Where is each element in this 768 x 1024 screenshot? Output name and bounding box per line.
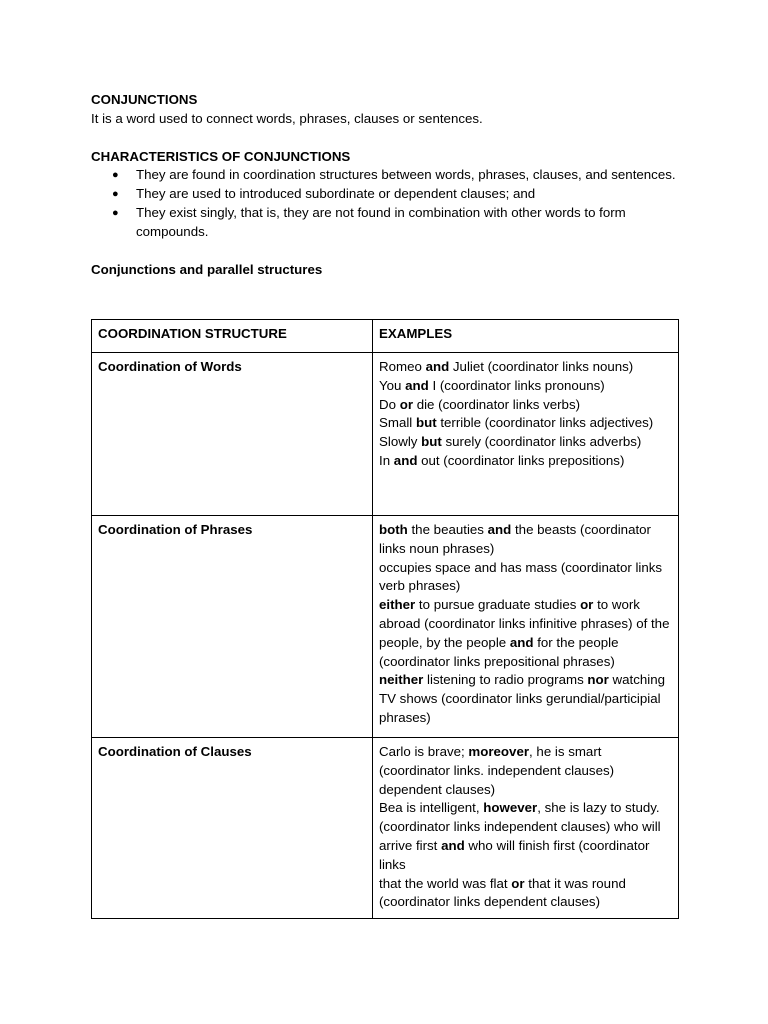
bullet-icon: ● [112, 206, 119, 219]
spacer [91, 129, 681, 148]
coordinator-word: and [487, 522, 512, 537]
coordinator-word: or [399, 396, 414, 412]
characteristics-heading: CHARACTERISTICS OF CONJUNCTIONS [91, 148, 351, 164]
example-text: out (coordinator links prepositions) [417, 452, 625, 468]
spacer [91, 242, 681, 261]
example-line [379, 799, 672, 874]
example-line [379, 452, 672, 471]
example-text: who will finish first (coordinator links [379, 837, 650, 872]
example-line [379, 414, 672, 433]
coordinator-word: either [379, 597, 416, 613]
example-text: Small [379, 415, 416, 431]
coordinator-word: however [483, 800, 538, 816]
examples-cell [373, 738, 679, 919]
example-line [379, 433, 672, 452]
example-text: Bea is intelligent, [379, 800, 484, 816]
list-item [91, 185, 681, 204]
example-text: , she is lazy to study. (coordinator links independent clauses) who will arrive first [379, 800, 661, 853]
example-text: I (coordinator links pronouns) [428, 377, 605, 393]
row-label: Coordination of Phrases [92, 516, 373, 738]
example-text: Juliet (coordinator links nouns) [449, 359, 634, 374]
page-title: CONJUNCTIONS [91, 92, 198, 107]
characteristics-list [91, 166, 681, 241]
coordinator-word: and [509, 634, 534, 650]
coordinator-word: but [421, 434, 442, 450]
table-row [92, 353, 679, 516]
example-text: In [379, 452, 394, 468]
examples-cell [373, 516, 679, 738]
definition-text: It is a word used to connect words, phrases, clauses or sentences. [91, 110, 483, 126]
example-line [379, 559, 672, 597]
example-text: Do [379, 396, 400, 412]
list-item-text: They are found in coordination structures between words, phrases, clauses, and sentences. [136, 167, 676, 183]
example-line [379, 743, 672, 799]
example-line [379, 396, 672, 415]
example-text: the beasts (coordinator links noun phrases) [379, 522, 651, 556]
bullet-icon: ● [112, 188, 119, 201]
example-text: You [379, 377, 406, 393]
example-text: terrible (coordinator links adjectives) [436, 415, 654, 431]
coordinator-word: and [393, 452, 418, 468]
example-line [379, 377, 672, 396]
coordination-table [91, 319, 679, 919]
parallel-structures-heading: Conjunctions and parallel structures [91, 261, 323, 277]
table-header-row [92, 320, 679, 353]
example-text: for the people (coordinator links prepositional phrases) [379, 634, 619, 669]
coordinator-word: both [379, 522, 408, 537]
example-text: the beauties [407, 522, 488, 537]
table-row [92, 516, 679, 738]
list-item-text: They are used to introduced subordinate or dependent clauses; and [136, 186, 536, 202]
coordinator-word: moreover [468, 744, 530, 759]
coordinator-word: nor [587, 672, 609, 688]
coordinator-word: and [405, 377, 429, 393]
list-item [91, 166, 681, 185]
example-text: listening to radio programs [423, 672, 588, 688]
example-text: Carlo is brave; [379, 744, 469, 759]
list-item [91, 204, 681, 242]
example-text: to pursue graduate studies [415, 597, 581, 613]
example-text: , he is smart (coordinator links. independent clauses) dependent clauses) [379, 744, 615, 797]
example-text: surely (coordinator links adverbs) [441, 434, 642, 450]
example-line [379, 875, 672, 913]
list-item-text: They exist singly, that is, they are not found in combination with other words to form compounds. [136, 204, 626, 239]
example-line [379, 358, 672, 377]
bullet-icon: ● [112, 169, 119, 182]
coordinator-word: and [441, 837, 465, 853]
document-body [91, 91, 681, 279]
header-examples: EXAMPLES [373, 320, 679, 353]
examples-cell [373, 353, 679, 516]
example-text: watching TV shows (coordinator links gerundial/participial phrases) [379, 672, 666, 725]
row-label: Coordination of Words [92, 353, 373, 516]
example-line [379, 671, 672, 727]
example-text: to work abroad (coordinator links infinitive phrases) of the people, by the people [379, 597, 670, 650]
example-text: that it was round (coordinator links dependent clauses) [379, 875, 626, 910]
coordinator-word: but [415, 415, 437, 431]
header-coordination-structure: COORDINATION STRUCTURE [92, 320, 373, 353]
coordinator-word: and [425, 359, 450, 374]
example-line [379, 521, 672, 559]
coordinator-word: or [580, 597, 594, 613]
example-text: occupies space and has mass (coordinator links verb phrases) [379, 559, 663, 594]
coordinator-word: neither [379, 672, 424, 688]
example-text: that the world was flat [379, 875, 512, 891]
coordinator-word: or [511, 875, 525, 891]
example-line [379, 596, 672, 671]
example-text: die (coordinator links verbs) [413, 396, 581, 412]
row-label: Coordination of Clauses [92, 738, 373, 919]
example-text: Slowly [379, 434, 422, 450]
example-text: Romeo [379, 359, 426, 374]
table-row [92, 738, 679, 919]
